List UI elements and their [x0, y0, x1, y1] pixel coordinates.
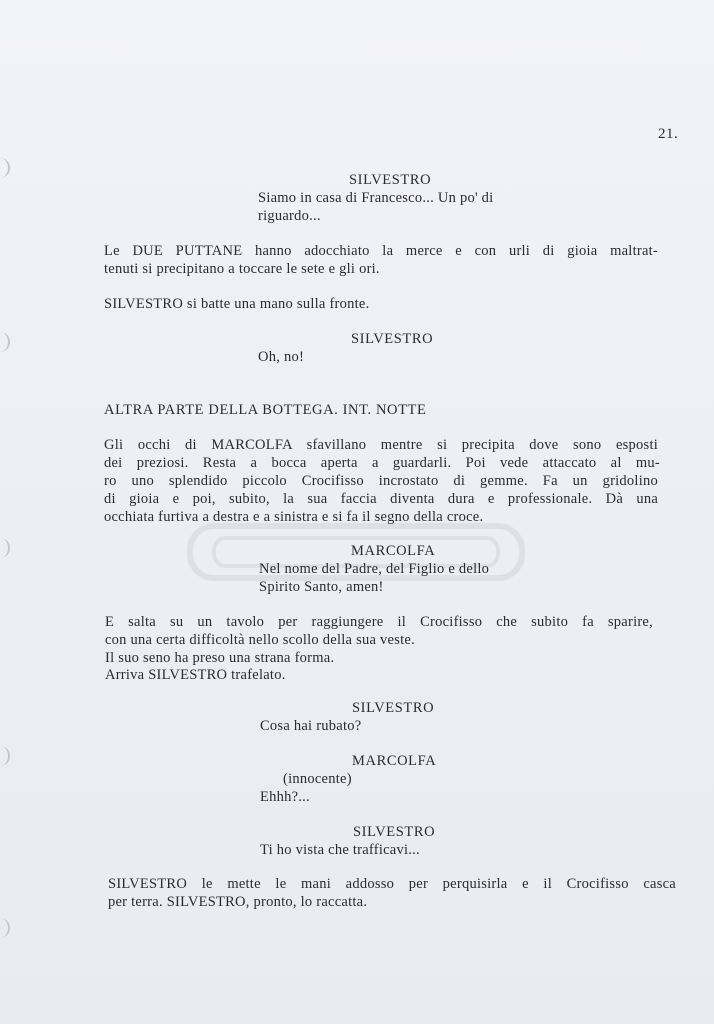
character-name: SILVESTRO — [352, 700, 435, 716]
scene-heading: ALTRA PARTE DELLA BOTTEGA. INT. NOTTE — [104, 402, 427, 418]
binder-hole — [0, 746, 10, 766]
character-name: SILVESTRO — [353, 824, 436, 840]
action-line: dei preziosi. Resta a bocca aperta a guardarli. Poi vede attaccato al mu- — [104, 455, 660, 471]
binder-hole — [0, 158, 10, 178]
action-line: occhiata furtiva a destra e a sinistra e si fa il segno della croce. — [104, 509, 484, 525]
action-line: E salta su un tavolo per raggiungere il Crocifisso che subito fa sparire, — [105, 614, 653, 630]
action-line: con una certa difficoltà nello scollo della sua veste. — [105, 632, 415, 648]
action-line: Gli occhi di MARCOLFA sfavillano mentre si precipita dove sono esposti — [104, 437, 658, 453]
action-line: SILVESTRO le mette le mani addosso per perquisirla e il Crocifisso casca — [108, 876, 676, 892]
dialogue-line: Ti ho vista che trafficavi... — [260, 842, 420, 858]
binder-hole — [0, 332, 10, 352]
action-line: SILVESTRO si batte una mano sulla fronte. — [104, 296, 370, 312]
character-name: MARCOLFA — [351, 543, 436, 559]
parenthetical: (innocente) — [283, 771, 352, 787]
action-line: per terra. SILVESTRO, pronto, lo raccatta. — [108, 894, 368, 910]
action-line: Le DUE PUTTANE hanno adocchiato la merce e con urli di gioia maltrat- — [104, 243, 658, 259]
action-line: ro uno splendido piccolo Crocifisso incrostato di gemme. Fa un gridolino — [104, 473, 658, 489]
page-number: 21. — [658, 126, 679, 142]
dialogue-line: Siamo in casa di Francesco... Un po' di — [258, 190, 494, 206]
action-line: Il suo seno ha preso una strana forma. — [105, 650, 335, 666]
character-name: MARCOLFA — [352, 753, 437, 769]
binder-hole — [0, 538, 10, 558]
action-line: di gioia e poi, subito, la sua faccia diventa dura e professionale. Dà una — [104, 491, 658, 507]
character-name: SILVESTRO — [351, 331, 434, 347]
binder-hole — [0, 918, 10, 938]
dialogue-line: Cosa hai rubato? — [260, 718, 362, 734]
dialogue-line: Ehhh?... — [260, 789, 310, 805]
character-name: SILVESTRO — [349, 172, 432, 188]
dialogue-line: Oh, no! — [258, 349, 305, 365]
dialogue-line: riguardo... — [258, 208, 321, 224]
dialogue-line: Spirito Santo, amen! — [259, 579, 384, 595]
action-line: tenuti si precipitano a toccare le sete e gli ori. — [104, 261, 380, 277]
action-line: Arriva SILVESTRO trafelato. — [105, 667, 286, 683]
dialogue-line: Nel nome del Padre, del Figlio e dello — [259, 561, 490, 577]
